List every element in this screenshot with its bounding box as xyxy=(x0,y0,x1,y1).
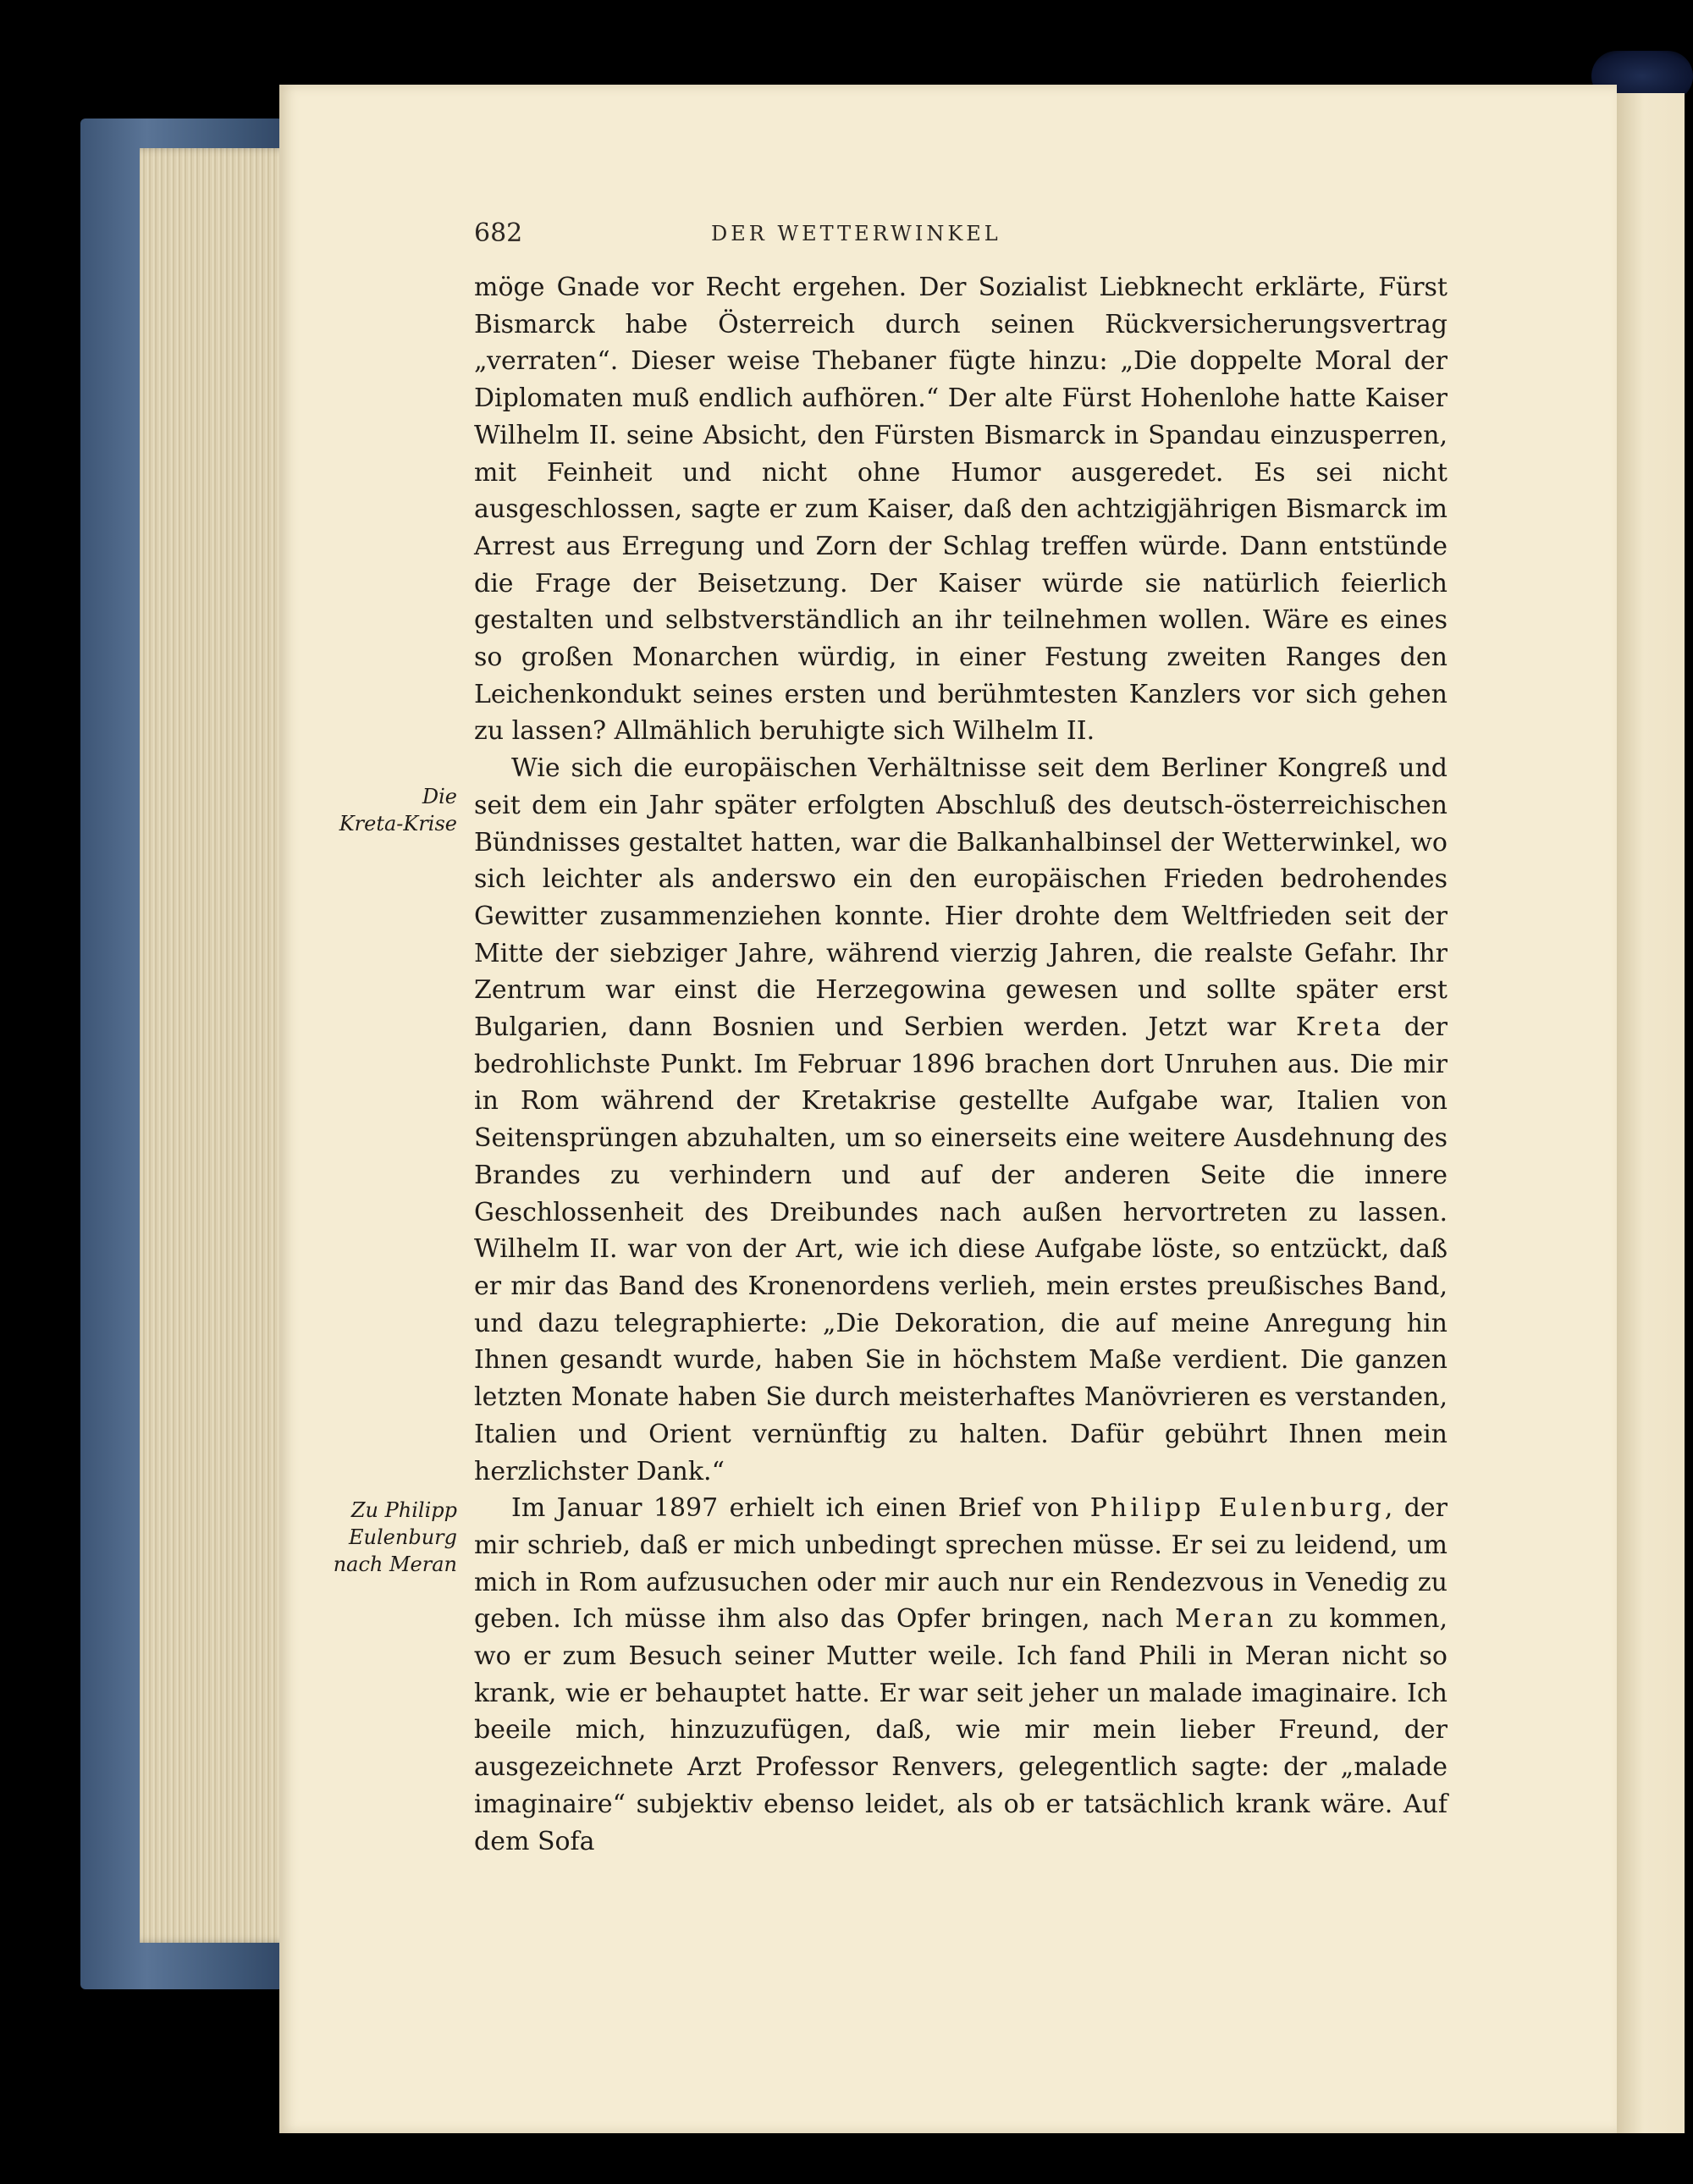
sidenote-line: Zu Philipp xyxy=(350,1498,457,1522)
sidenote-line: Die xyxy=(422,785,457,808)
emphasis-meran: Meran xyxy=(1175,1604,1277,1635)
body-text xyxy=(474,269,1448,1860)
paragraph-2-text-b: der bedrohlichste Punkt. Im Februar 1896 brachen dort Unruhen aus. Die mir in Rom während der Kretakrise gestellte Aufgabe war, Italien von Seitensprüngen abzuhalten, um so einerseits eine weitere Ausdehnung des Brandes zu verhindern und auf der anderen Seite die innere Geschlossenheit des Dreibundes nach außen hervortreten zu lassen. Wilhelm II. war von der Art, wie ich diese Aufgabe löste, so entzückt, daß er mir das Band des Kronenordens verlieh, mein erstes preußisches Band, und dazu telegraphierte: „Die Dekoration, die auf meine Anregung hin Ihnen gesandt wurde, haben Sie in höchstem Maße verdient. Die ganzen letzten Monate haben Sie durch meisterhaftes Manövrieren es verstanden, Italien und Orient vernünftig zu halten. Dafür gebührt Ihnen mein herzlichster Dank.“ xyxy=(474,1012,1448,1486)
paragraph-3-text-c: zu kommen, wo er zum Besuch seiner Mutter weile. Ich fand Phili in Meran nicht so krank, wie er behauptet hatte. Er war seit jeher un malade imaginaire. Ich beeile mich, hinzuzufügen, daß, wie mir mein lieber Freund, der ausgezeichnete Arzt Professor Renvers, gelegentlich sagte: der „malade imaginaire“ subjektiv ebenso leidet, als ob er tatsächlich krank wäre. Auf dem Sofa xyxy=(474,1604,1448,1856)
paragraph-3-text-b: , der mir schrieb, daß er mich unbedingt sprechen müsse. Er sei zu leidend, um mich in Rom aufzusuchen oder mir auch nur ein Rendezvous in Venedig zu geben. Ich müsse ihm also das Opfer bringen, nach xyxy=(474,1493,1448,1635)
emphasis-philipp-eulenburg: Philipp Eulenburg xyxy=(1089,1493,1385,1524)
running-title: DER WETTERWINKEL xyxy=(711,222,1001,245)
sidenote-eulenburg xyxy=(288,1497,457,1578)
paragraph-3-text-a: Im Januar 1897 erhielt ich einen Brief von xyxy=(511,1493,1090,1524)
emphasis-kreta: Kreta xyxy=(1295,1012,1385,1043)
facing-page-edge xyxy=(1617,93,1685,2133)
paragraph-2-text-a: Wie sich die europäischen Verhältnisse seit dem Berliner Kongreß und seit dem ein Jahr später erfolgten Abschluß des deutsch-österreichischen Bündnisses gestaltet hatten, war die Balkanhalbinsel der Wetterwinkel, wo sich leichter als anderswo ein den europäischen Frieden bedrohendes Gewitter zusammenziehen konnte. Hier drohte dem Weltfrieden seit der Mitte der siebziger Jahre, während vierzig Jahren, die realste Gefahr. Ihr Zentrum war einst die Herzegowina gewesen und sollte später erst Bulgarien, dann Bosnien und Serbien werden. Jetzt war xyxy=(474,753,1448,1043)
page-header xyxy=(474,218,1617,261)
book-page xyxy=(279,85,1617,2133)
sidenote-line: nach Meran xyxy=(333,1553,457,1576)
paragraph-2 xyxy=(474,750,1448,1490)
sidenote-line: Kreta-Krise xyxy=(339,812,457,836)
paragraph-3 xyxy=(474,1490,1448,1860)
sidenote-line: Eulenburg xyxy=(349,1525,457,1549)
page-edges xyxy=(140,148,296,1943)
page-number: 682 xyxy=(474,218,523,248)
paragraph-1: möge Gnade vor Recht ergehen. Der Sozialist Liebknecht erklärte, Fürst Bismarck habe Österreich durch seinen Rückversicherungsvertrag „verraten“. Dieser weise Thebaner fügte hinzu: „Die doppelte Moral der Diplomaten muß endlich aufhören.“ Der alte Fürst Hohenlohe hatte Kaiser Wilhelm II. seine Absicht, den Fürsten Bismarck in Spandau einzusperren, mit Feinheit und nicht ohne Humor ausgeredet. Es sei nicht ausgeschlossen, sagte er zum Kaiser, daß den achtzigjährigen Bismarck im Arrest aus Erregung und Zorn der Schlag treffen würde. Dann entstünde die Frage der Beisetzung. Der Kaiser würde sie natürlich feierlich gestalten und selbstverständlich an ihr teilnehmen wollen. Wäre es eines so großen Monarchen würdig, in einer Festung zweiten Ranges den Leichenkondukt seines ersten und berühmtesten Kanzlers vor sich gehen zu lassen? Allmählich beruhigte sich Wilhelm II. xyxy=(474,273,1448,747)
sidenote-kreta-krise xyxy=(288,783,457,837)
